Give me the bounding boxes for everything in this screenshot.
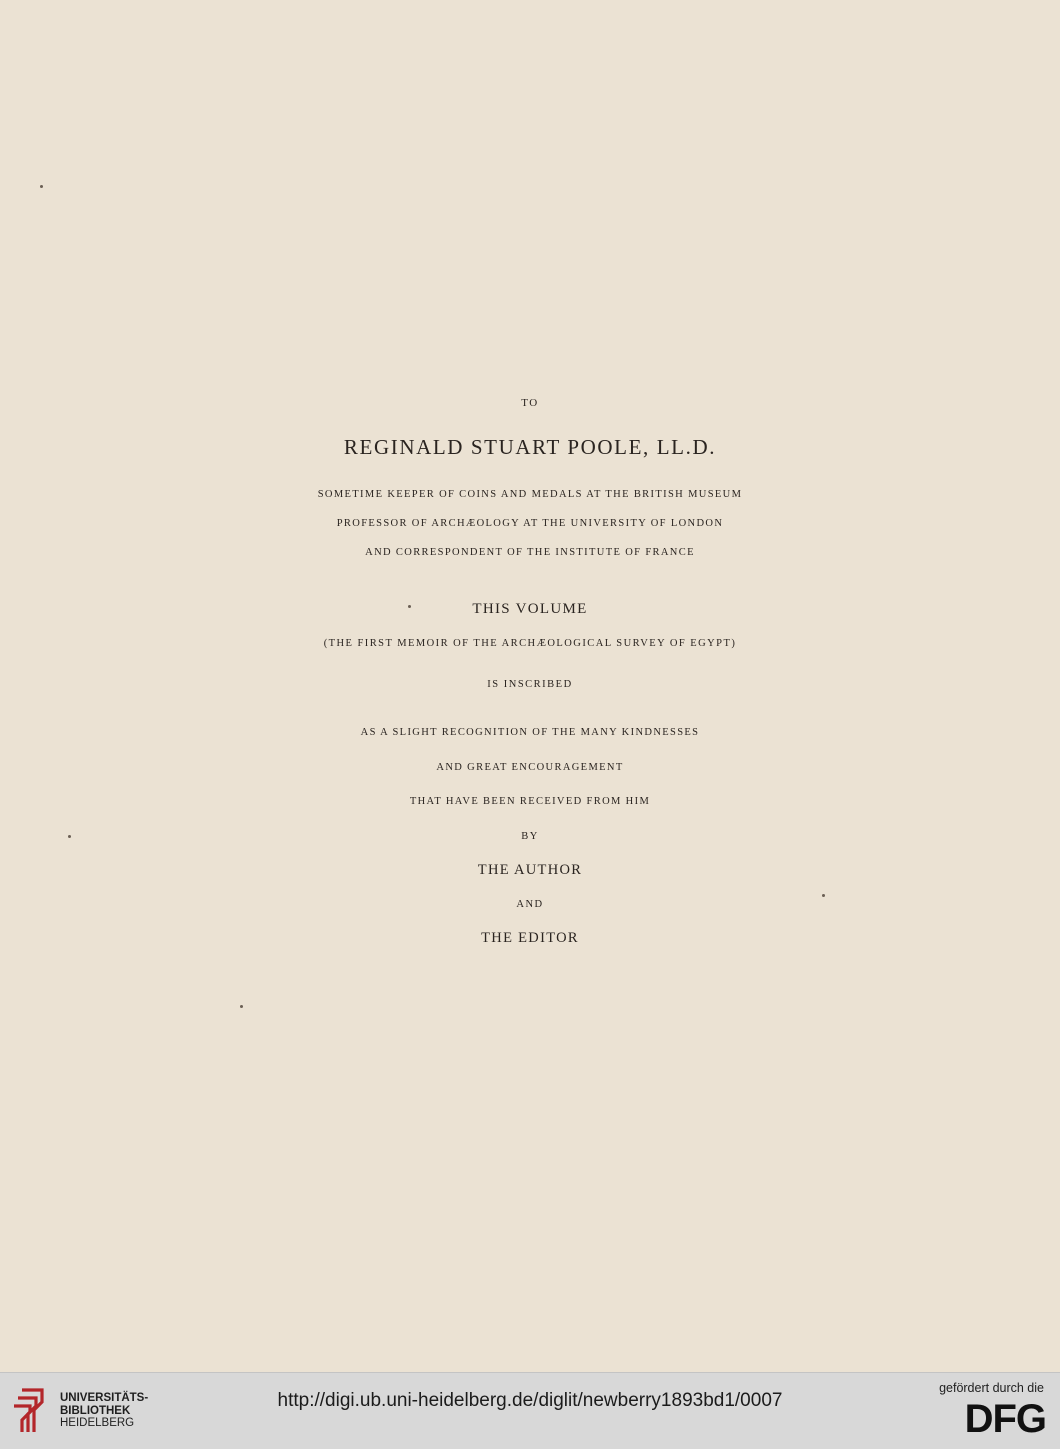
paper-speck [40,185,43,188]
the-editor: THE EDITOR [481,930,579,946]
is-inscribed: IS INSCRIBED [487,679,573,690]
dfg-logo: DFG [964,1397,1046,1441]
dedicatee-name: REGINALD STUART POOLE, LL.D. [343,435,717,459]
memoir-note: (THE FIRST MEMOIR OF THE ARCHÆOLOGICAL SURVEY OF EGYPT) [323,638,737,649]
paper-speck [240,1005,243,1008]
recognition-line-3: THAT HAVE BEEN RECEIVED FROM HIM [409,796,651,807]
by-line: BY [521,831,539,842]
library-name-line-1: UNIVERSITÄTS- [60,1392,149,1404]
and-line: AND [516,899,544,910]
this-volume: THIS VOLUME [472,601,588,617]
dedicatee-title-2: PROFESSOR OF ARCHÆOLOGY AT THE UNIVERSITY OF LONDON [336,518,724,529]
recognition-line-2: AND GREAT ENCOURAGEMENT [436,762,624,773]
recognition-line-1: AS A SLIGHT RECOGNITION OF THE MANY KINDNESSES [360,727,700,738]
dedicatee-title-1: SOMETIME KEEPER OF COINS AND MEDALS AT THE BRITISH MUSEUM [317,489,743,500]
the-author: THE AUTHOR [477,862,583,878]
dedication-to: TO [521,397,539,409]
funded-by-label: gefördert durch die [939,1381,1044,1395]
library-name-line-3: HEIDELBERG [60,1417,135,1429]
dedicatee-title-3: AND CORRESPONDENT OF THE INSTITUTE OF FRANCE [365,547,695,558]
paper-speck [822,894,825,897]
library-name-line-2: BIBLIOTHEK [60,1404,131,1417]
permalink-url[interactable]: http://digi.ub.uni-heidelberg.de/diglit/newberry1893bd1/0007 [277,1390,783,1411]
digitization-footer [0,1372,1060,1449]
